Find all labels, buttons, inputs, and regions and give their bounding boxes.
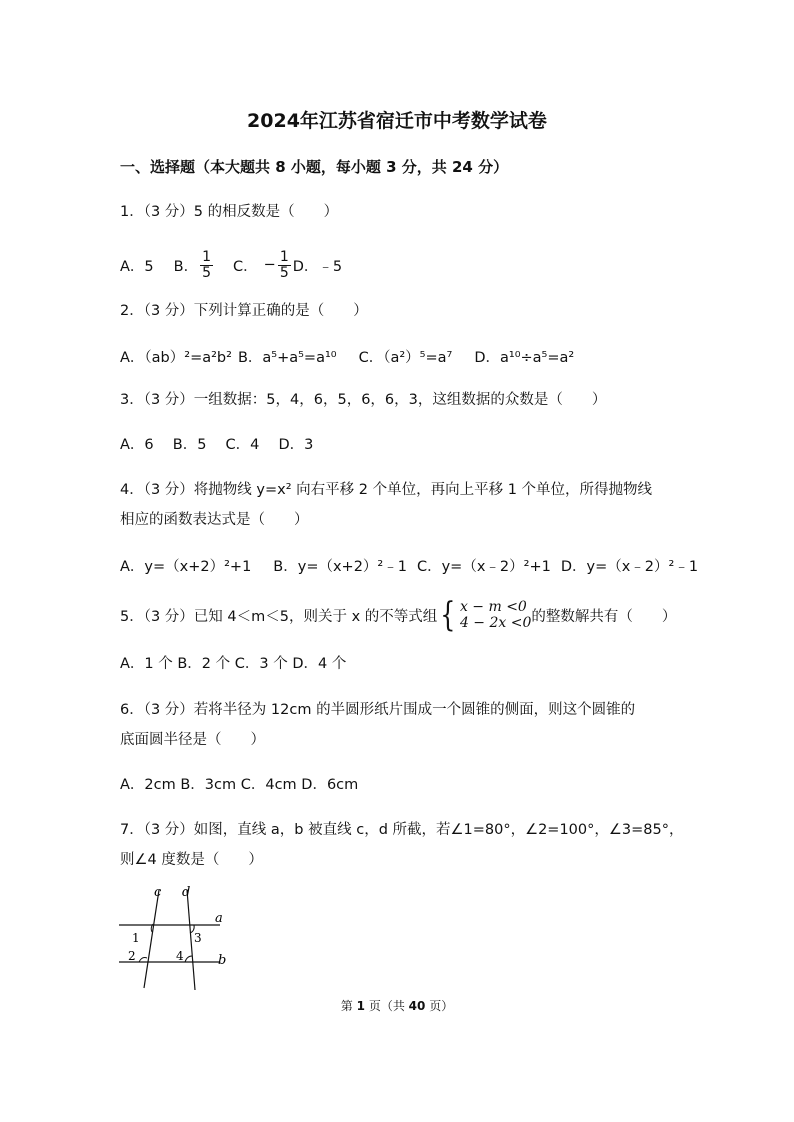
q4-option-d: D．y=（x﹣2）²﹣1: [560, 558, 699, 575]
q5-stem-post: 的整数解共有（ ）: [531, 608, 677, 625]
footer-page-number: 1: [356, 999, 365, 1013]
q4-option-c: C．y=（x﹣2）²+1: [416, 558, 551, 575]
label-angle-3: 3: [194, 931, 202, 945]
question-6-stem-line1: 6．（3 分）若将半径为 12cm 的半圆形纸片围成一个圆锥的侧面，则这个圆锥的: [120, 702, 636, 718]
q1-option-b-label: B．: [173, 258, 199, 275]
question-2-options: [120, 341, 574, 371]
q4-option-a: A．y=（x+2）²+1: [120, 558, 252, 575]
question-1-stem: 1．（3 分）5 的相反数是（ ）: [120, 204, 339, 220]
question-1-options: [120, 250, 342, 280]
q5-inequality-system: [437, 595, 532, 635]
angle-4-arc: [185, 956, 192, 962]
question-6-stem-line2: 底面圆半径是（ ）: [120, 732, 265, 748]
q1-c-numerator: 1: [279, 248, 289, 265]
section-heading: 一、选择题（本大题共 8 小题，每小题 3 分，共 24 分）: [120, 158, 509, 176]
question-4-stem-line1: 4．（3 分）将抛物线 y=x² 向右平移 2 个单位，再向上平移 1 个单位，所得抛物线: [120, 482, 653, 498]
question-5-options: A．1 个 B．2 个 C．3 个 D．4 个: [120, 656, 347, 672]
q2-option-a: A．（ab）²=a²b²: [120, 349, 232, 366]
q1-b-denominator: 5: [202, 264, 212, 281]
question-7-stem-line2: 则∠4 度数是（ ）: [120, 852, 263, 868]
q4-option-b: B．y=（x+2）²﹣1: [273, 558, 407, 575]
footer-pre: 第: [340, 999, 353, 1013]
label-d: d: [182, 885, 191, 900]
footer-post: 页）: [429, 999, 454, 1013]
page-title: 2024年江苏省宿迁市中考数学试卷: [247, 110, 547, 132]
question-6-options: A．2cm B．3cm C．4cm D．6cm: [120, 777, 359, 793]
line-c: [144, 890, 159, 988]
q5-stem-pre: 5．（3 分）已知 4＜m＜5，则关于 x 的不等式组: [120, 608, 438, 625]
q1-option-a: A．5: [120, 258, 154, 275]
question-2-stem: 2．（3 分）下列计算正确的是（ ）: [120, 303, 368, 319]
angle-2-arc: [139, 958, 147, 963]
label-c: c: [154, 885, 162, 900]
q1-c-sign: −: [263, 257, 276, 273]
label-angle-1: 1: [132, 931, 140, 945]
question-5-stem: [120, 596, 676, 634]
q1-option-c-label: C．: [233, 258, 258, 275]
label-angle-4: 4: [176, 949, 184, 963]
q2-option-b: B．a⁵+a⁵=a¹⁰: [237, 349, 337, 366]
q1-option-d: D．﹣5: [292, 258, 343, 275]
question-3-options: A．6 B．5 C．4 D．3: [120, 437, 314, 453]
question-3-stem: 3．（3 分）一组数据：5，4，6，5，6，6，3，这组数据的众数是（ ）: [120, 392, 607, 408]
parallel-lines-figure: [115, 880, 245, 995]
label-angle-2: 2: [128, 949, 136, 963]
question-7-stem-line1: 7．（3 分）如图，直线 a，b 被直线 c，d 所截，若∠1=80°，∠2=100°，∠3=85°，: [120, 822, 684, 838]
q5-inequality-2: 4 − 2x <0: [459, 615, 532, 631]
label-a: a: [215, 911, 223, 926]
page-footer: [0, 997, 794, 1014]
footer-total-pages: 40: [408, 999, 426, 1013]
q5-brace: {: [440, 595, 456, 635]
label-b: b: [218, 953, 227, 968]
q2-option-d: D．a¹⁰÷a⁵=a²: [474, 349, 575, 366]
footer-mid: 页（共: [368, 999, 405, 1013]
q2-option-c: C．（a²）⁵=a⁷: [358, 349, 453, 366]
question-4-stem-line2: 相应的函数表达式是（ ）: [120, 512, 309, 528]
question-4-options: [120, 550, 698, 580]
q1-b-numerator: 1: [202, 248, 212, 265]
q1-option-b-fraction: [200, 250, 213, 281]
q1-option-c-fraction: [278, 250, 291, 281]
q5-inequality-1: x − m <0: [459, 599, 527, 615]
q1-c-denominator: 5: [279, 264, 289, 281]
